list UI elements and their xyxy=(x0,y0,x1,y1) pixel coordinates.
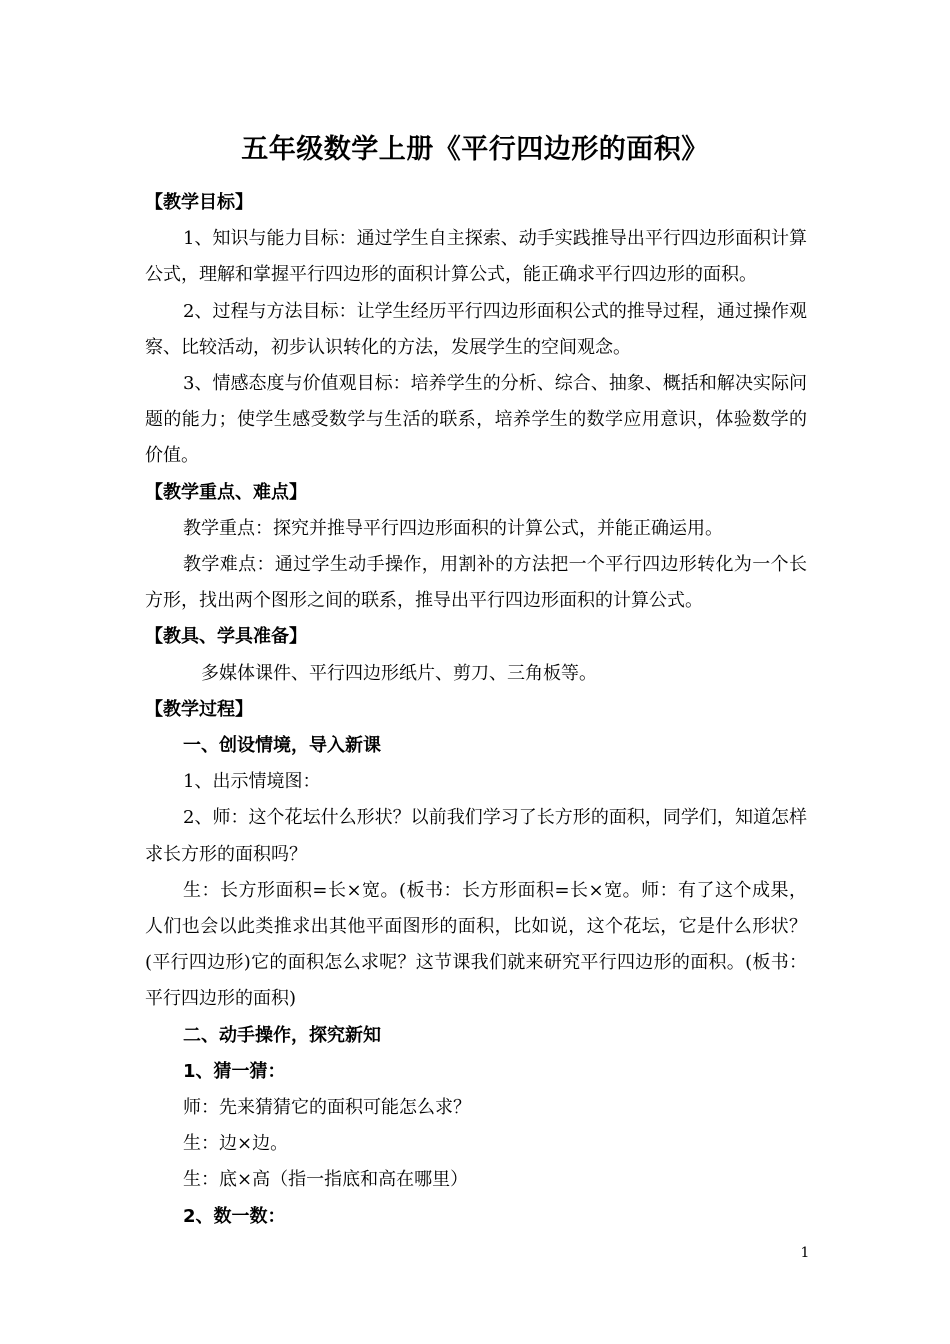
document-title: 五年级数学上册《平行四边形的面积》 xyxy=(241,134,709,165)
process-subheading-guess: 1、猜一猜： xyxy=(183,1060,286,1082)
process-subheading-2: 二、动手操作，探究新知 xyxy=(183,1024,381,1046)
key-point-paragraph: 教学重点：探究并推导平行四边形面积的计算公式，并能正确运用。 xyxy=(183,517,723,539)
objective-paragraph-3: 3、情感态度与价值观目标：培养学生的分析、综合、抽象、概括和解决实际问题的能力；使学生感受数学与生活的联系，培养学生的数学应用意识，体验数学的价值。 xyxy=(145,373,807,467)
process-subheading-1: 一、创设情境，导入新课 xyxy=(183,735,381,757)
materials-paragraph: 多媒体课件、平行四边形纸片、剪刀、三角板等。 xyxy=(201,662,597,684)
process-paragraph-2: 2、师：这个花坛什么形状？以前我们学习了长方形的面积，同学们，知道怎样求长方形的面积吗？ xyxy=(145,807,807,865)
document-body xyxy=(145,185,807,1235)
difficulty-paragraph: 教学难点：通过学生动手操作，用割补的方法把一个平行四边形转化为一个长方形，找出两个图形之间的联系，推导出平行四边形面积的计算公式。 xyxy=(145,554,807,612)
process-subheading-count: 2、数一数： xyxy=(183,1205,286,1227)
process-paragraph-6: 生：底×高（指一指底和高在哪里） xyxy=(183,1169,469,1191)
process-paragraph-5: 生：边×边。 xyxy=(183,1133,289,1155)
section-heading-materials: 【教具、学具准备】 xyxy=(145,626,307,648)
process-paragraph-3: 生：长方形面积=长×宽。(板书：长方形面积=长×宽。师：有了这个成果，人们也会以此类推求出其他平面图形的面积，比如说，这个花坛，它是什么形状？(平行四边形)它的面积怎么求呢？这节课我们就来研究平行四边形的面积。(板书：平行四边形的面积) xyxy=(145,879,807,1010)
process-paragraph-4: 师：先来猜猜它的面积可能怎么求？ xyxy=(183,1097,471,1119)
section-heading-key-points: 【教学重点、难点】 xyxy=(145,481,307,503)
section-heading-objectives: 【教学目标】 xyxy=(145,192,253,213)
section-heading-process: 【教学过程】 xyxy=(145,698,253,720)
objective-paragraph-2: 2、过程与方法目标：让学生经历平行四边形面积公式的推导过程，通过操作观察、比较活动，初步认识转化的方法，发展学生的空间观念。 xyxy=(145,300,807,358)
process-paragraph-1: 1、出示情境图： xyxy=(183,771,321,793)
objective-paragraph-1: 1、知识与能力目标：通过学生自主探索、动手实践推导出平行四边形面积计算公式，理解和掌握平行四边形的面积计算公式，能正确求平行四边形的面积。 xyxy=(145,228,807,286)
page-number: 1 xyxy=(800,1245,810,1261)
